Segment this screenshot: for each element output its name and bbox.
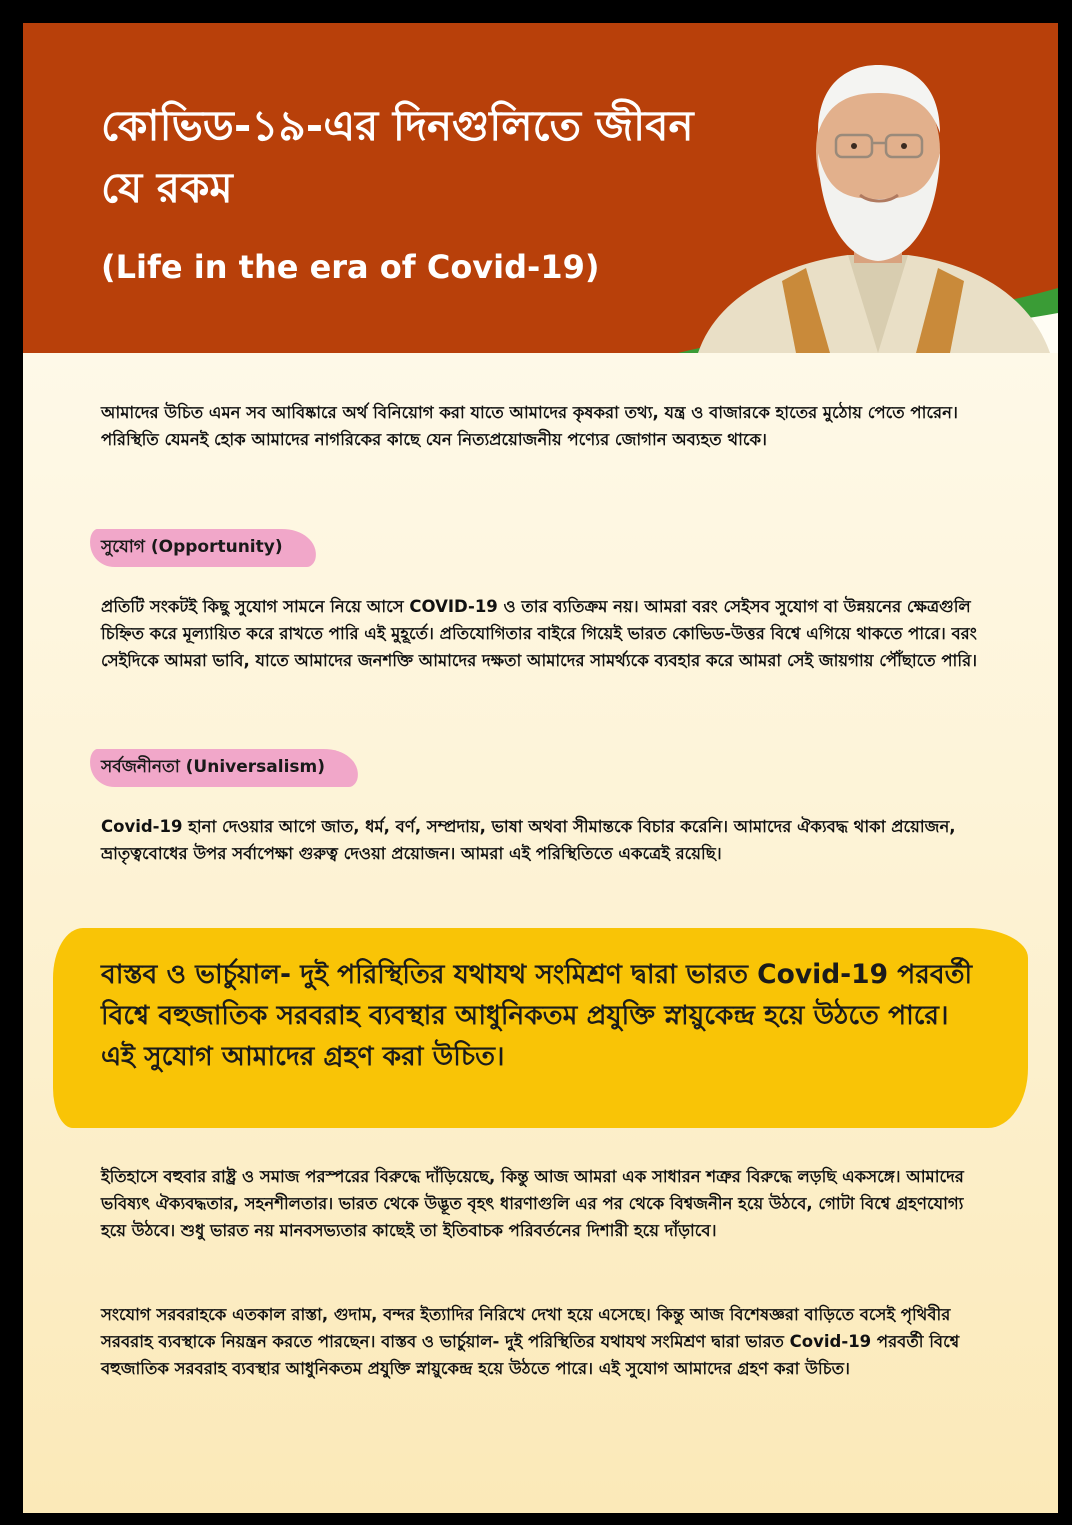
universalism-paragraph: Covid-19 হানা দেওয়ার আগে জাত, ধর্ম, বর্ণ, সম্প্রদায়, ভাষা অথবা সীমান্তকে বিচার করেনি। আমাদের ঐক্যবদ্ধ থাকা প্রয়োজন, ভ্রাতৃত্ববোধের উপর সর্বাপেক্ষা গুরুত্ব দেওয়া প্রয়োজন। আমরা এই পরিস্থিতিতে একত্রেই রয়েছি। bbox=[101, 817, 956, 863]
document-page bbox=[23, 23, 1058, 1513]
closing-paragraph-2: সংযোগ সরবরাহকে এতকাল রাস্তা, গুদাম, বন্দর ইত্যাদির নিরিখে দেখা হয়ে এসেছে। কিন্তু আজ বিশেষজ্ঞরা বাড়িতে বসেই পৃথিবীর সরবরাহ ব্যবস্থাকে নিয়ন্ত্রন করতে পারছেন। বাস্তব ও ভার্চুয়াল- দুই পরিস্থিতির যথাযথ সংমিশ্রণ দ্বারা ভারত Covid-19 পরবর্তী বিশ্বে বহুজাতিক সরবরাহ ব্যবস্থার আধুনিকতম প্রযুক্তি স্নায়ুকেন্দ্র হয়ে উঠতে পারে। এই সুযোগ আমাদের গ্রহণ করা উচিত। bbox=[101, 1305, 960, 1378]
portrait-image bbox=[678, 23, 1058, 353]
section-heading-opportunity bbox=[89, 529, 317, 567]
highlight-box bbox=[53, 928, 1028, 1128]
highlight-quote: বাস্তব ও ভার্চুয়াল- দুই পরিস্থিতির যথাযথ সংমিশ্রণ দ্বারা ভারত Covid-19 পরবর্তী বিশ্বে বহুজাতিক সরবরাহ ব্যবস্থার আধুনিকতম প্রযুক্তি স্নায়ুকেন্দ্র হয়ে উঠতে পারে। এই সুযোগ আমাদের গ্রহণ করা উচিত। bbox=[101, 959, 973, 1072]
opportunity-paragraph: প্রতিটি সংকটই কিছু সুযোগ সামনে নিয়ে আসে COVID-19 ও তার ব্যতিক্রম নয়। আমরা বরং সেইসব সুযোগ বা উন্নয়নের ক্ষেত্রগুলি চিহ্নিত করে মূল্যায়িত করে রাখতে পারি এই মুহূর্তে। প্রতিযোগিতার বাইরে গিয়েই ভারত কোভিড-উত্তর বিশ্বে এগিয়ে থাকতে পারে। বরং সেইদিকে আমরা ভাবি, যাতে আমাদের জনশক্তি আমাদের দক্ষতা আমাদের সামর্থ্যকে ব্যবহার করে আমরা সেই জায়গায় পৌঁছাতে পারি। bbox=[101, 597, 978, 670]
section-heading-label: সুযোগ (Opportunity) bbox=[101, 537, 283, 557]
section-heading-label: সর্বজনীনতা (Universalism) bbox=[101, 757, 326, 777]
page-title: কোভিড-১৯-এর দিনগুলিতে জীবন যে রকম bbox=[101, 101, 694, 212]
page-subtitle: (Life in the era of Covid-19) bbox=[101, 248, 600, 286]
header-banner bbox=[23, 23, 1058, 353]
section-heading-universalism bbox=[89, 749, 359, 787]
closing-paragraph-1: ইতিহাসে বহুবার রাষ্ট্র ও সমাজ পরস্পরের বিরুদ্ধে দাঁড়িয়েছে, কিন্তু আজ আমরা এক সাধারন শত্রুর বিরুদ্ধে লড়ছি একসঙ্গে। আমাদের ভবিষ্যৎ ঐক্যবদ্ধতার, সহনশীলতার। ভারত থেকে উদ্ভূত বৃহৎ ধারণাগুলি এর পর থেকে বিশ্বজনীন হয়ে উঠবে, গোটা বিশ্বে গ্রহণযোগ্য হয়ে উঠবে। শুধু ভারত নয় মানবসভ্যতার কাছেই তা ইতিবাচক পরিবর্তনের দিশারী হয়ে দাঁড়াবে। bbox=[101, 1167, 964, 1240]
intro-paragraph: আমাদের উচিত এমন সব আবিষ্কারে অর্থ বিনিয়োগ করা যাতে আমাদের কৃষকরা তথ্য, যন্ত্র ও বাজারকে হাতের মুঠোয় পেতে পারেন। পরিস্থিতি যেমনই হোক আমাদের নাগরিকের কাছে যেন নিত্যপ্রয়োজনীয় পণ্যের জোগান অব্যহত থাকে। bbox=[101, 403, 958, 449]
